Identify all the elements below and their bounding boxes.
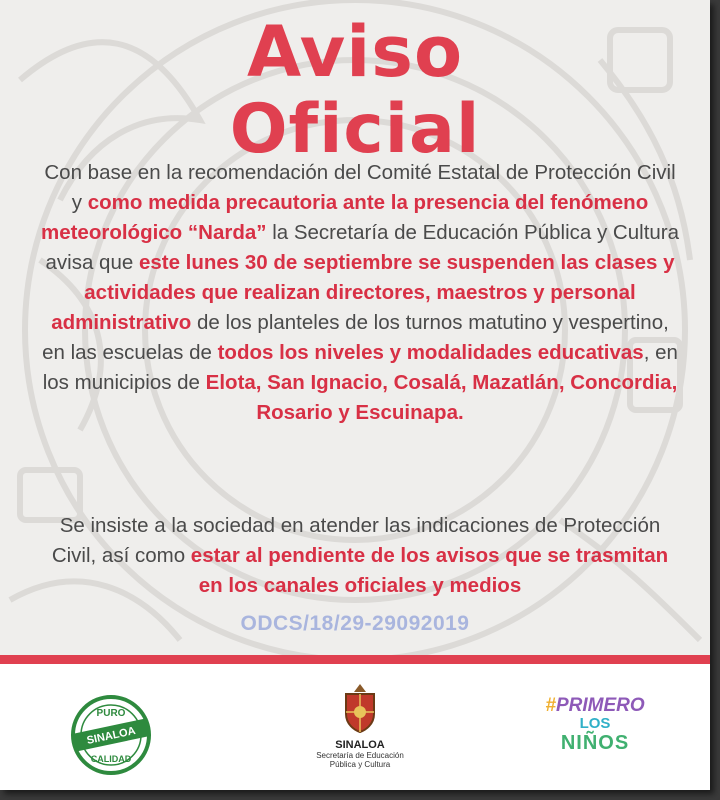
- footer: [0, 664, 710, 790]
- reference-code: ODCS/18/29-29092019: [240, 612, 470, 635]
- coat-of-arms-icon: [340, 682, 380, 734]
- calidad-label: CALIDAD: [90, 754, 132, 764]
- footer-divider: [0, 655, 710, 664]
- sinaloa-name: SINALOA: [335, 739, 385, 751]
- highlight-text: como medida precautoria ante la presencia del fenómeno meteorológico “Narda”: [40, 191, 649, 244]
- primero-text: PRIMERO: [555, 695, 645, 716]
- title-line-2: Oficial: [229, 90, 481, 169]
- paragraph-text: , en los municipios de: [42, 341, 678, 394]
- sinaloa-sepyc-logo: [300, 682, 420, 782]
- paragraph-text: de los planteles de los turnos matutino y vespertino, en las escuelas de: [42, 311, 669, 364]
- puro-label: PURO: [96, 708, 126, 719]
- paragraph-text: Se insiste a la sociedad en atender las indicaciones de Protección Civil, así como: [51, 514, 661, 567]
- primero-label: [540, 696, 650, 716]
- notice-paragraph-1: [40, 158, 680, 428]
- highlight-text: estar al pendiente de los avisos que se trasmitan en los canales oficiales y medios: [190, 544, 669, 597]
- seal-icon: [70, 694, 152, 776]
- sepyc-line-1: Secretaría de Educación: [316, 751, 404, 760]
- notice-paragraph-2: [40, 511, 680, 601]
- sepyc-line-2: Pública y Cultura: [329, 760, 391, 769]
- sinaloa-label: SINALOA: [85, 724, 137, 747]
- paragraph-text: la Secretaría de Educación Pública y Cultura avisa que: [45, 221, 680, 274]
- primero-los-ninos-logo: [540, 696, 650, 776]
- highlight-text: este lunes 30 de septiembre se suspenden las clases y actividades que realizan directores, maestros y personal administrativo: [51, 251, 675, 334]
- highlight-text: todos los niveles y modalidades educativas: [217, 341, 644, 364]
- los-label: LOS: [579, 715, 611, 732]
- highlight-text: Elota, San Ignacio, Cosalá, Mazatlán, Concordia, Rosario y Escuinapa.: [205, 371, 678, 424]
- ninos-label: NIÑOS: [560, 732, 630, 754]
- puro-sinaloa-logo: [70, 694, 152, 776]
- title-line-1: Aviso: [246, 11, 464, 93]
- paragraph-text: Con base en la recomendación del Comité Estatal de Protección Civil y: [44, 161, 676, 214]
- hashtag: #: [545, 695, 556, 716]
